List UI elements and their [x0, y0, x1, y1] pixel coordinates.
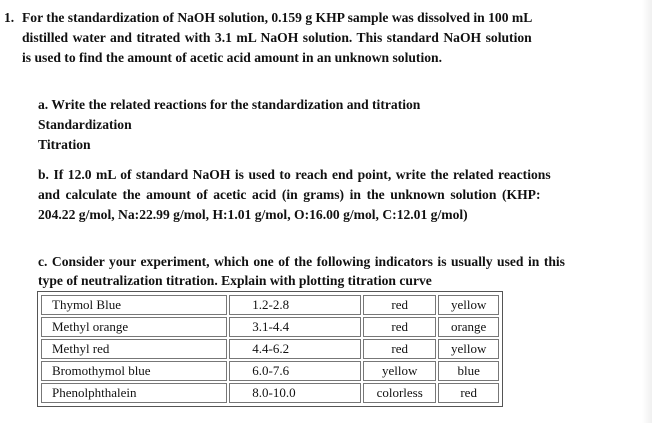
color-acid: red [363, 339, 436, 359]
indicator-name: Thymol Blue [41, 295, 227, 315]
part-a-prompt: a. Write the related reactions for the standardization and titration [38, 97, 421, 112]
color-base: yellow [438, 339, 499, 359]
table-row [41, 339, 499, 359]
color-base: red [438, 383, 499, 403]
part-b-line-1: b. If 12.0 mL of standard NaOH is used to reach end point, write the related reactions [38, 167, 551, 182]
color-acid: colorless [363, 383, 436, 403]
table-row [41, 295, 499, 315]
part-a-titration: Titration [38, 137, 91, 152]
indicator-name: Phenolphthalein [41, 383, 227, 403]
table-row [41, 383, 499, 403]
ph-range: 8.0-10.0 [229, 383, 361, 403]
indicator-name: Methyl red [41, 339, 227, 359]
intro-line-3: is used to find the amount of acetic acid amount in an unknown solution. [22, 50, 442, 65]
page-edge-shadow [642, 0, 652, 423]
intro-line-1: For the standardization of NaOH solution, 0.159 g KHP sample was dissolved in 100 mL [22, 10, 533, 25]
color-acid: red [363, 317, 436, 337]
color-base: blue [438, 361, 499, 381]
part-b-line-3: 204.22 g/mol, Na:22.99 g/mol, H:1.01 g/mol, O:16.00 g/mol, C:12.01 g/mol) [38, 207, 468, 222]
ph-range: 3.1-4.4 [229, 317, 361, 337]
ph-range: 1.2-2.8 [229, 295, 361, 315]
color-base: orange [438, 317, 499, 337]
color-acid: yellow [363, 361, 436, 381]
part-a-standardization: Standardization [38, 117, 132, 132]
table-row [41, 317, 499, 337]
intro-line-2: distilled water and titrated with 3.1 mL NaOH solution. This standard NaOH solution [22, 30, 532, 45]
table-row [41, 361, 499, 381]
ph-range: 4.4-6.2 [229, 339, 361, 359]
ph-range: 6.0-7.6 [229, 361, 361, 381]
indicators-table [37, 291, 503, 407]
color-base: yellow [438, 295, 499, 315]
part-c-line-1: c. Consider your experiment, which one of the following indicators is usually used in this [38, 254, 565, 269]
indicator-name: Methyl orange [41, 317, 227, 337]
question-number: 1. [4, 10, 15, 25]
color-acid: red [363, 295, 436, 315]
part-c-line-2: type of neutralization titration. Explain with plotting titration curve [38, 273, 432, 288]
indicator-name: Bromothymol blue [41, 361, 227, 381]
part-b-line-2: and calculate the amount of acetic acid (in grams) in the unknown solution (KHP: [38, 187, 541, 202]
